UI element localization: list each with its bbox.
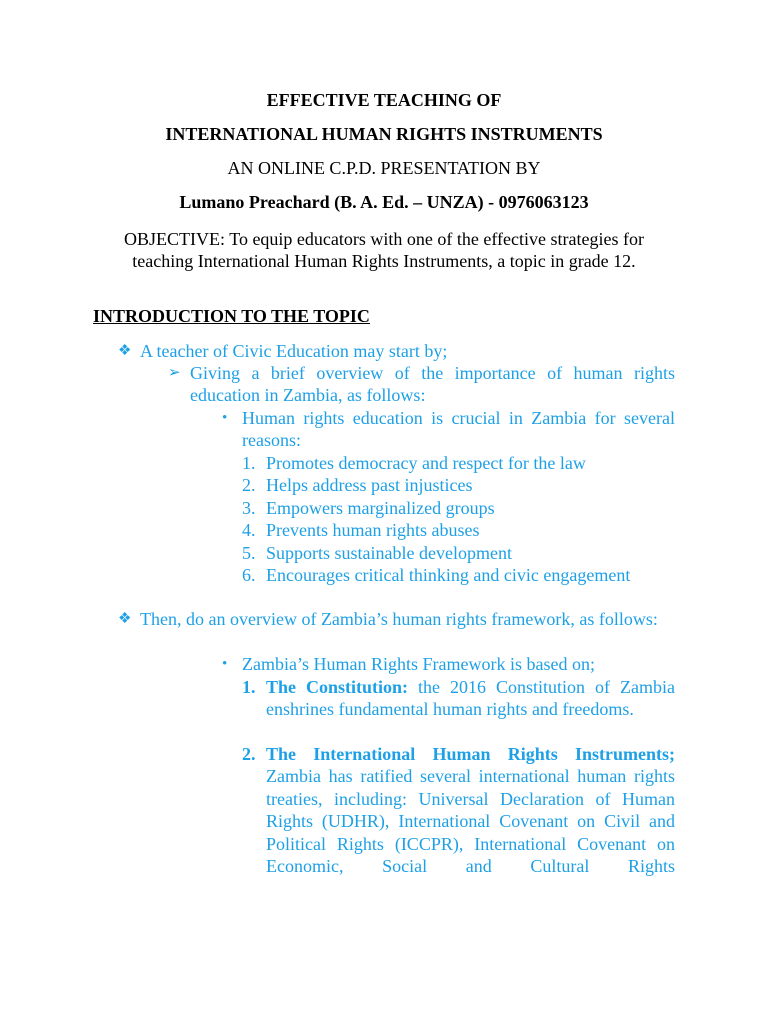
- reason-3-text: Empowers marginalized groups: [266, 498, 495, 518]
- reason-1-text: Promotes democracy and respect for the law: [266, 453, 586, 473]
- author-line: Lumano Preachard (B. A. Ed. – UNZA) - 0976063123: [179, 192, 589, 212]
- dot-icon: •: [222, 656, 228, 672]
- reason-5-text: Supports sustainable development: [266, 543, 512, 563]
- framework-2-text: Zambia has ratified several international human rights treaties, including: Universal Declaration of Human Rights (UDHR), International Covenant on Civil and Political Rights (ICCPR), International Covenant on Economic, Social and Cultural Rights: [266, 766, 675, 877]
- reason-1-number: 1.: [242, 453, 256, 473]
- framework-2-number: 2.: [242, 744, 256, 764]
- reason-3-number: 3.: [242, 498, 256, 518]
- framework-1: [266, 676, 675, 721]
- bullet-2: Then, do an overview of Zambia’s human rights framework, as follows:: [140, 609, 658, 629]
- title-line-1: EFFECTIVE TEACHING OF: [266, 90, 502, 110]
- framework-1-title: The Constitution:: [266, 677, 409, 697]
- presentation-line: AN ONLINE C.P.D. PRESENTATION BY: [227, 158, 541, 178]
- reason-2-number: 2.: [242, 475, 256, 495]
- reason-5-number: 5.: [242, 543, 256, 563]
- bullet-1: A teacher of Civic Education may start by;: [140, 341, 448, 361]
- reason-4-number: 4.: [242, 520, 256, 540]
- dot-point-1: Human rights education is crucial in Zambia for several reasons:: [242, 408, 675, 451]
- framework-2-title: The International Human Rights Instruments;: [266, 744, 675, 764]
- reason-6-number: 6.: [242, 565, 256, 585]
- title-line-2: INTERNATIONAL HUMAN RIGHTS INSTRUMENTS: [165, 124, 603, 144]
- reason-2-text: Helps address past injustices: [266, 475, 473, 495]
- dot-icon: •: [222, 410, 228, 426]
- section-heading: INTRODUCTION TO THE TOPIC: [93, 306, 370, 326]
- objective-paragraph: OBJECTIVE: To equip educators with one of the effective strategies for teaching International Human Rights Instruments, a topic in grade 12.: [124, 229, 644, 272]
- framework-1-text: the 2016 Constitution of Zambia enshrines fundamental human rights and freedoms.: [266, 677, 675, 720]
- dot-point-2: Zambia’s Human Rights Framework is based on;: [242, 654, 595, 674]
- arrowhead-icon: ➢: [168, 365, 181, 381]
- sub-point-1: Giving a brief overview of the importance of human rights education in Zambia, as follows:: [190, 363, 675, 406]
- reason-6-text: Encourages critical thinking and civic engagement: [266, 565, 631, 585]
- framework-1-number: 1.: [242, 677, 256, 697]
- reason-4-text: Prevents human rights abuses: [266, 520, 480, 540]
- framework-2: [266, 743, 675, 877]
- diamond-star-icon: ❖: [118, 343, 132, 359]
- diamond-star-icon: ❖: [118, 611, 132, 627]
